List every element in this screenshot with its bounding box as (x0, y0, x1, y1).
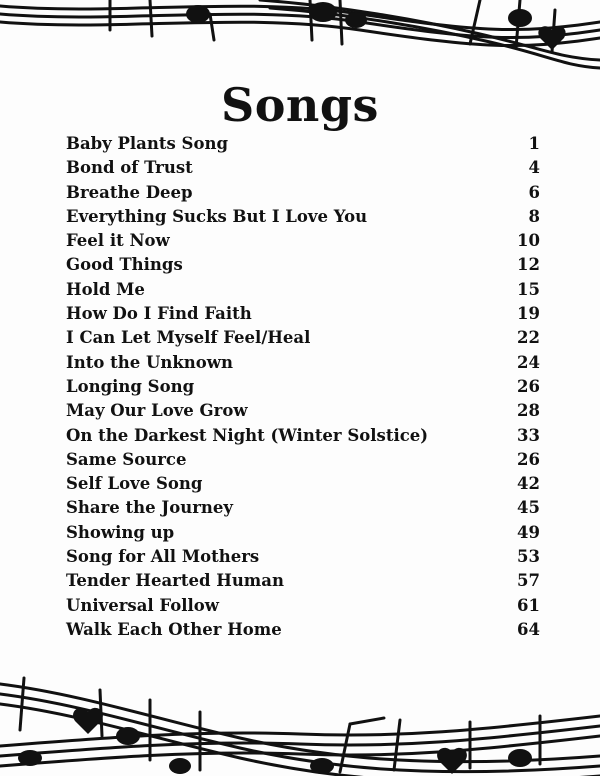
page-number: 57 (517, 571, 540, 591)
toc-row (66, 231, 540, 255)
toc-row (66, 183, 540, 207)
song-title: Tender Hearted Human (66, 571, 284, 591)
page-number: 33 (517, 425, 540, 445)
toc-row (66, 620, 540, 644)
page-number: 42 (517, 474, 540, 494)
page-number: 49 (517, 522, 540, 542)
page-number: 28 (517, 401, 540, 421)
song-title: Baby Plants Song (66, 134, 228, 153)
song-title: How Do I Find Faith (66, 304, 252, 324)
page-number: 26 (517, 376, 540, 396)
toc-row (66, 401, 540, 425)
song-title: Universal Follow (66, 595, 219, 615)
page-number: 6 (528, 182, 540, 202)
page-number: 64 (517, 619, 540, 639)
page-number: 4 (528, 158, 540, 178)
page-number: 24 (517, 352, 540, 372)
song-title: On the Darkest Night (Winter Solstice) (66, 425, 429, 445)
toc-row (66, 207, 540, 231)
toc-row (66, 353, 540, 377)
toc-row (66, 304, 540, 328)
toc-row (66, 377, 540, 401)
toc-row (66, 547, 540, 571)
song-title: Good Things (66, 255, 183, 275)
page-number: 8 (528, 206, 540, 226)
music-staff-border-bottom (0, 660, 600, 776)
page-number: 53 (517, 547, 540, 567)
toc-row (66, 571, 540, 595)
music-staff-border-top (0, 0, 600, 80)
song-title: Hold Me (66, 279, 145, 299)
toc-row (66, 280, 540, 304)
toc-row (66, 450, 540, 474)
page-number: 1 (528, 134, 540, 153)
song-title: Showing up (66, 522, 175, 542)
page-number: 15 (517, 279, 540, 299)
song-title: Into the Unknown (66, 352, 233, 372)
song-title: Self Love Song (66, 474, 203, 494)
song-title: Share the Journey (66, 498, 233, 518)
toc-row (66, 596, 540, 620)
page-title: Songs (221, 78, 379, 132)
song-title: May Our Love Grow (66, 401, 248, 421)
page-number: 61 (517, 595, 540, 615)
song-title: Same Source (66, 449, 187, 469)
toc-row (66, 426, 540, 450)
song-title: Bond of Trust (66, 158, 193, 178)
toc-row (66, 498, 540, 522)
song-title: Walk Each Other Home (66, 619, 282, 639)
page-number: 45 (517, 498, 540, 518)
toc-row (66, 328, 540, 352)
toc-row (66, 474, 540, 498)
toc-row (66, 523, 540, 547)
toc-row (66, 255, 540, 279)
song-title: Song for All Mothers (66, 547, 260, 567)
toc-row (66, 134, 540, 158)
page-number: 22 (517, 328, 540, 348)
song-title: Longing Song (66, 376, 195, 396)
page-number: 26 (517, 449, 540, 469)
page-number: 10 (517, 231, 540, 251)
song-title: Feel it Now (66, 231, 170, 251)
toc-row (66, 158, 540, 182)
table-of-contents (66, 134, 540, 644)
page-number: 19 (517, 304, 540, 324)
song-title: I Can Let Myself Feel/Heal (66, 328, 311, 348)
page-number: 12 (517, 255, 540, 275)
song-title: Breathe Deep (66, 182, 193, 202)
song-title: Everything Sucks But I Love You (66, 206, 368, 226)
